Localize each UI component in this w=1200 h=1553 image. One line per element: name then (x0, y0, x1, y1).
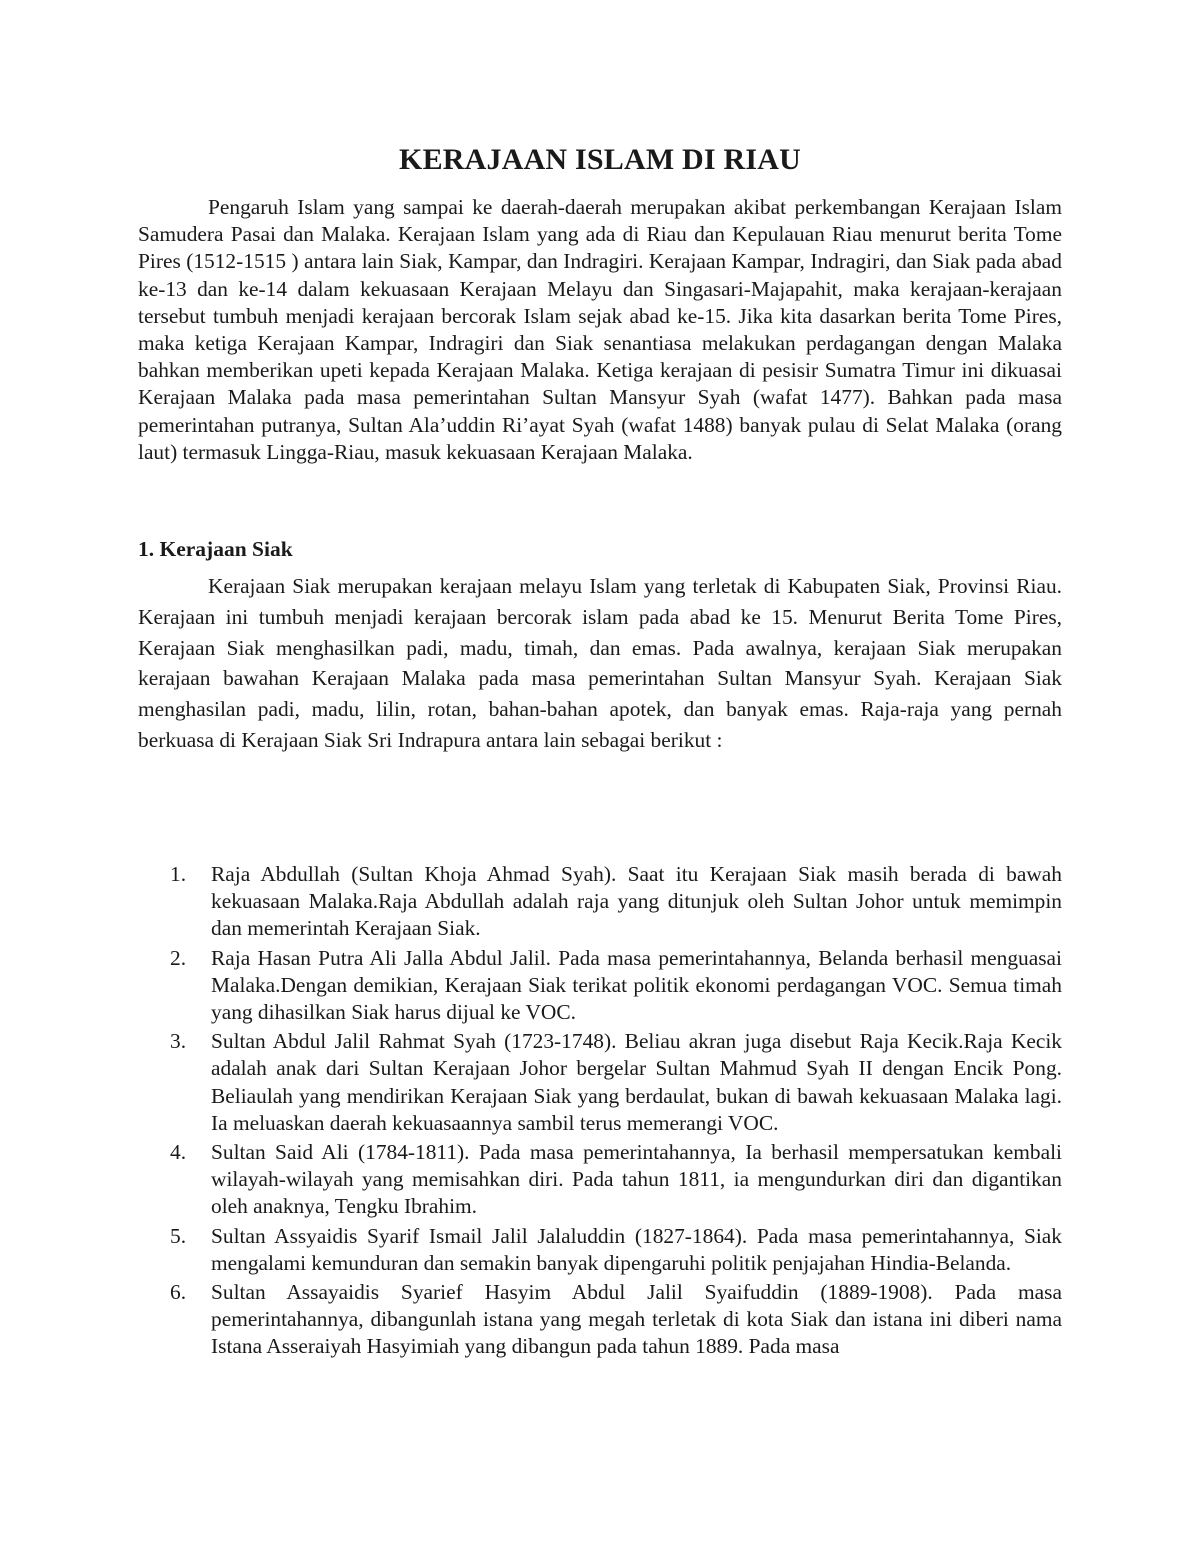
document-title: KERAJAAN ISLAM DI RIAU (399, 143, 801, 176)
list-text: Sultan Said Ali (1784-1811). Pada masa pemerintahannya, Ia berhasil mempersatukan kembali wilayah-wilayah yang memisahkan diri. Pada tahun 1811, ia mengundurkan diri dan digantikan oleh anaknya, Tengku Ibrahim. (211, 1140, 1062, 1219)
list-text: Raja Abdullah (Sultan Khoja Ahmad Syah). Saat itu Kerajaan Siak masih berada di bawah kekuasaan Malaka.Raja Abdullah adalah raja yang ditunjuk oleh Sultan Johor untuk memimpin dan memerintah Kerajaan Siak. (211, 862, 1062, 941)
list-number: 3. (170, 1029, 187, 1054)
list-text: Sultan Abdul Jalil Rahmat Syah (1723-1748). Beliau akran juga disebut Raja Kecik.Raja Kecik adalah anak dari Sultan Kerajaan Johor bergelar Sultan Mahmud Syah II dengan Encik Pong. Beliaulah yang mendirikan Kerajaan Siak yang berdaulat, bukan di bawah kekuasaan Malaka lagi. Ia meluaskan daerah kekuasaannya sambil terus memerangi VOC. (211, 1029, 1062, 1135)
section-paragraph-kerajaan-siak: Kerajaan Siak merupakan kerajaan melayu Islam yang terletak di Kabupaten Siak, Provinsi Riau. Kerajaan ini tumbuh menjadi kerajaan bercorak islam pada abad ke 15. Menurut Berita Tome Pires, Kerajaan Siak menghasilkan padi, madu, timah, dan emas. Pada awalnya, kerajaan Siak merupakan kerajaan bawahan Kerajaan Malaka pada masa pemerintahan Sultan Mansyur Syah. Kerajaan Siak menghasilan padi, madu, lilin, rotan, bahan-bahan apotek, dan banyak emas. Raja-raja yang pernah berkuasa di Kerajaan Siak Sri Indrapura antara lain sebagai berikut : (138, 574, 1062, 752)
list-number: 4. (170, 1140, 187, 1165)
list-text: Sultan Assayaidis Syarief Hasyim Abdul Jalil Syaifuddin (1889-1908). Pada masa pemerintahannya, dibangunlah istana yang megah terletak di kota Siak dan istana ini diberi nama Istana Asseraiyah Hasyimiah yang dibangun pada tahun 1889. Pada masa (211, 1280, 1062, 1359)
list-item (138, 1028, 1062, 1137)
list-item (138, 1279, 1062, 1361)
intro-paragraph: Pengaruh Islam yang sampai ke daerah-daerah merupakan akibat perkembangan Kerajaan Islam Samudera Pasai dan Malaka. Kerajaan Islam yang ada di Riau dan Kepulauan Riau menurut berita Tome Pires (1512-1515 ) antara lain Siak, Kampar, dan Indragiri. Kerajaan Kampar, Indragiri, dan Siak pada abad ke-13 dan ke-14 dalam kekuasaan Kerajaan Melayu dan Singasari-Majapahit, maka kerajaan-kerajaan tersebut tumbuh menjadi kerajaan bercorak Islam sejak abad ke-15. Jika kita dasarkan berita Tome Pires, maka ketiga Kerajaan Kampar, Indragiri dan Siak senantiasa melakukan perdagangan dengan Malaka bahkan memberikan upeti kepada Kerajaan Malaka. Ketiga kerajaan di pesisir Sumatra Timur ini dikuasai Kerajaan Malaka pada masa pemerintahan Sultan Mansyur Syah (wafat 1477). Bahkan pada masa pemerintahan putranya, Sultan Ala’uddin Ri’ayat Syah (wafat 1488) banyak pulau di Selat Malaka (orang laut) termasuk Lingga-Riau, masuk kekuasaan Kerajaan Malaka. (138, 195, 1062, 464)
list-item (138, 945, 1062, 1027)
list-number: 5. (170, 1223, 187, 1248)
list-number: 1. (170, 862, 187, 886)
list-number: 2. (170, 945, 187, 970)
list-text: Sultan Assyaidis Syarif Ismail Jalil Jalaluddin (1827-1864). Pada masa pemerintahannya, Siak mengalami kemunduran dan semakin banyak dipengaruhi politik penjajahan Hindia-Belanda. (211, 1223, 1062, 1275)
list-item (138, 1223, 1062, 1277)
list-number: 6. (170, 1280, 187, 1305)
list-item (138, 861, 1062, 943)
section-heading-kerajaan-siak: 1. Kerajaan Siak (138, 537, 293, 561)
list-item (138, 1139, 1062, 1221)
list-text: Raja Hasan Putra Ali Jalla Abdul Jalil. Pada masa pemerintahannya, Belanda berhasil menguasai Malaka.Dengan demikian, Kerajaan Siak terikat politik ekonomi perdagangan VOC. Semua timah yang dihasilkan Siak harus dijual ke VOC. (211, 945, 1062, 1025)
kings-list (138, 861, 1062, 1363)
